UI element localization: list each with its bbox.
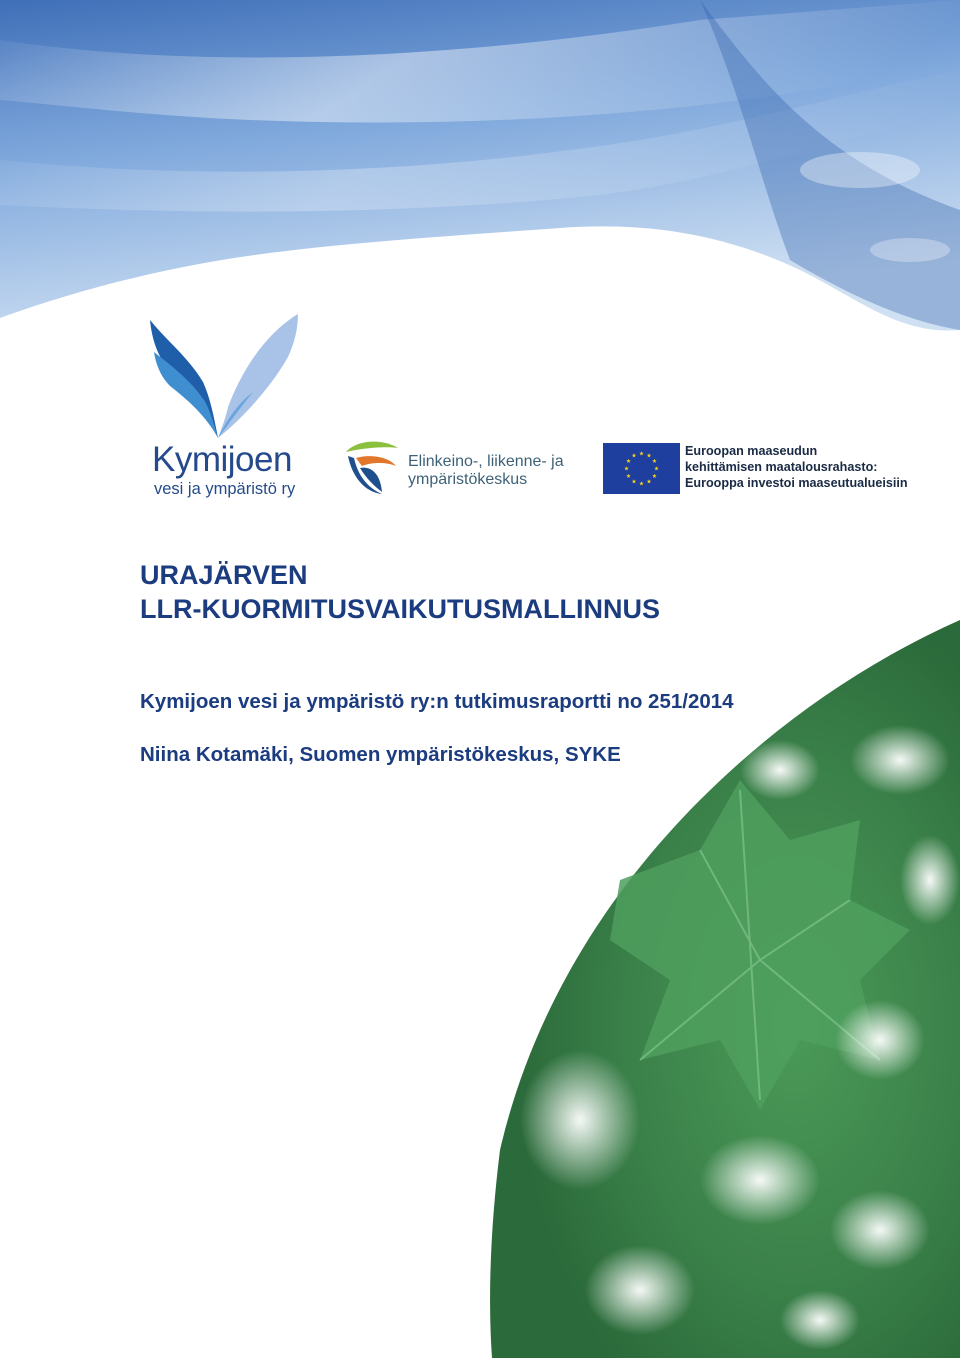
kymijoen-logo bbox=[148, 312, 308, 502]
ely-leaf-icon bbox=[342, 436, 404, 498]
eu-flag-icon bbox=[603, 443, 680, 494]
kymijoen-name: Kymijoen bbox=[152, 440, 292, 479]
eu-text-line1: Euroopan maaseudun bbox=[685, 444, 818, 458]
eu-text-line3: Eurooppa investoi maaseutualueisiin bbox=[685, 476, 908, 490]
title-line-1: URAJÄRVEN bbox=[140, 560, 308, 590]
ely-name-line1: Elinkeino-, liikenne- ja bbox=[408, 453, 564, 470]
eu-text-line2: kehittämisen maatalousrahasto: bbox=[685, 460, 878, 474]
document-title bbox=[140, 558, 660, 626]
ely-name-line2: ympäristökeskus bbox=[408, 471, 528, 488]
report-line: Kymijoen vesi ja ympäristö ry:n tutkimusraportti no 251/2014 bbox=[140, 690, 734, 713]
kymijoen-bird-icon bbox=[148, 312, 308, 442]
eu-text bbox=[685, 443, 908, 491]
leaf-image bbox=[490, 620, 960, 1358]
title-line-2: LLR-KUORMITUSVAIKUTUSMALLINNUS bbox=[140, 594, 660, 624]
ely-logo bbox=[342, 436, 582, 500]
eu-logo bbox=[603, 443, 923, 495]
water-image bbox=[0, 0, 960, 330]
author-line: Niina Kotamäki, Suomen ympäristökeskus, SYKE bbox=[140, 743, 621, 766]
kymijoen-subtitle: vesi ja ympäristö ry bbox=[154, 480, 296, 498]
